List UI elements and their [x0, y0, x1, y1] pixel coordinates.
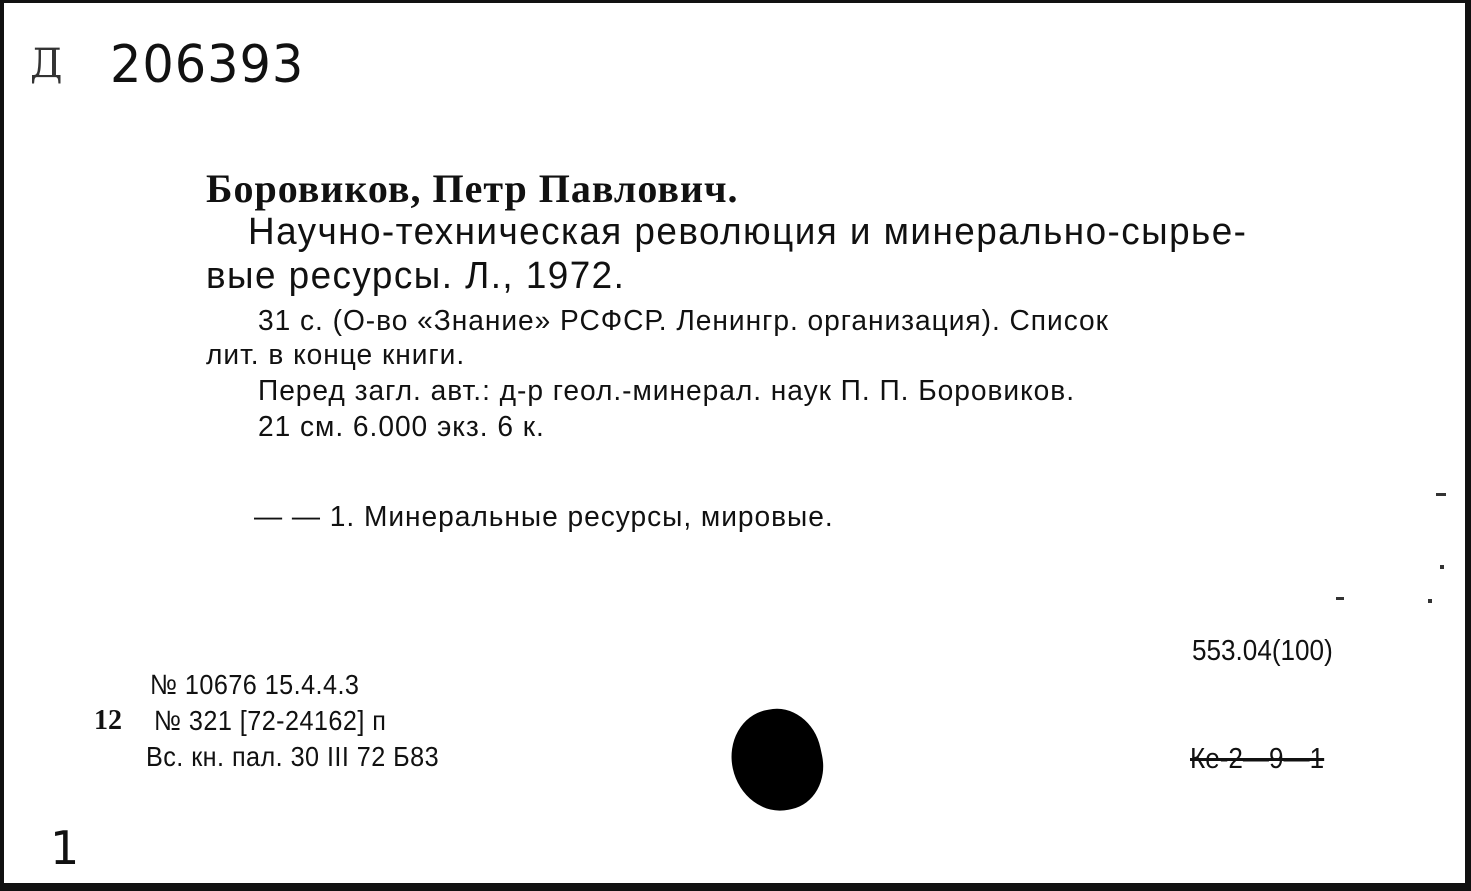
- scan-speck: [1436, 493, 1446, 496]
- scan-speck: [1336, 597, 1344, 600]
- registry-line-1: № 10676 15.4.4.3: [150, 669, 360, 700]
- registry-line-2: № 321 [72-24162] п: [154, 705, 387, 736]
- description-line-2: лит. в конце книги.: [206, 339, 466, 371]
- registry-number: 12: [94, 705, 122, 736]
- shelf-mark: Ке-2—9—1: [1190, 743, 1325, 775]
- subject-heading: — — 1. Минеральные ресурсы, мировые.: [254, 501, 834, 533]
- description-line-1: 31 с. (О-во «Знание» РСФСР. Ленингр. организация). Список: [258, 305, 1109, 337]
- title-line-2: вые ресурсы. Л., 1972.: [206, 255, 626, 297]
- title-line-1: Научно-техническая революция и минерально-сырье-: [248, 211, 1248, 253]
- corner-mark: Д: [30, 41, 63, 87]
- inventory-number: 206393: [110, 35, 305, 95]
- punch-hole: [722, 701, 831, 819]
- description-line-4: 21 см. 6.000 экз. 6 к.: [258, 411, 545, 443]
- author-heading: Боровиков, Петр Павлович.: [206, 166, 739, 211]
- registry-line-3: Вс. кн. пал. 30 III 72 Б83: [146, 741, 440, 772]
- classification-index: 553.04(100): [1192, 635, 1333, 667]
- scan-speck: [1428, 599, 1432, 603]
- description-line-3: Перед загл. авт.: д-р геол.-минерал. наук П. П. Боровиков.: [258, 375, 1075, 407]
- scan-speck: [1440, 565, 1444, 569]
- handwritten-number: 1: [50, 821, 80, 875]
